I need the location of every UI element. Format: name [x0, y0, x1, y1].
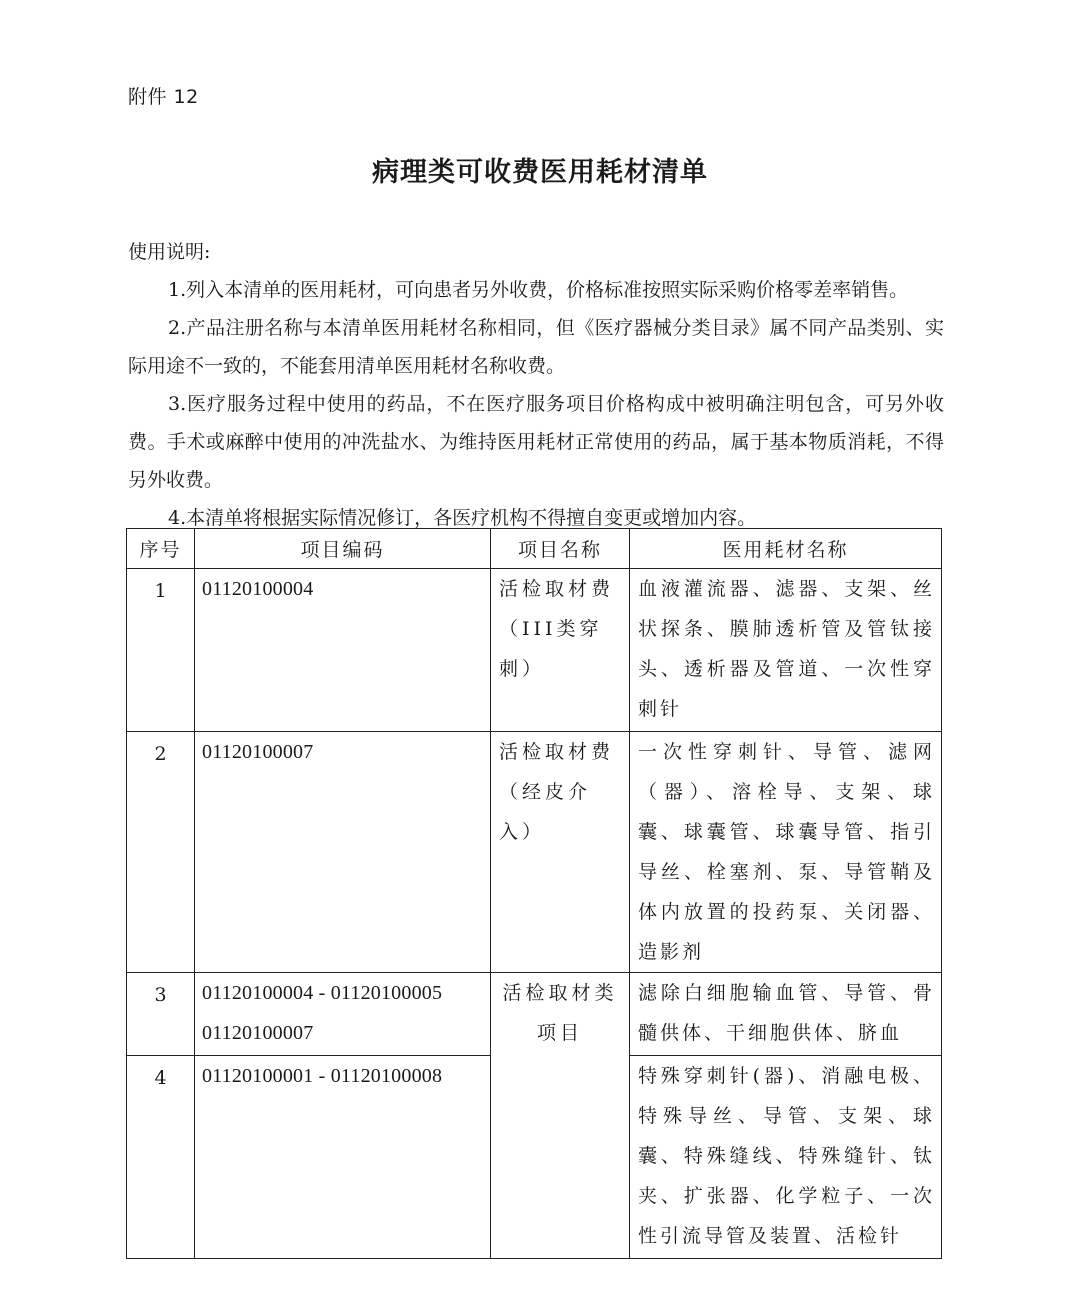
- instruction-item-1: 1.列入本清单的医用耗材，可向患者另外收费，价格标准按照实际采购价格零差率销售。: [168, 279, 909, 301]
- row-item-name: 活检取材费（III类穿刺）: [491, 569, 630, 732]
- row-item-code: [195, 973, 491, 1056]
- row-item-name: 活检取材费（经皮介入）: [491, 732, 630, 973]
- row-consumable-names: 血液灌流器、滤器、支架、丝状探条、膜肺透析管及管钛接头、透析器及管道、一次性穿刺针: [630, 569, 942, 732]
- header-item-code: 项目编码: [195, 529, 491, 569]
- table-header-row: [127, 529, 942, 569]
- header-consumable-name: 医用耗材名称: [630, 529, 942, 569]
- instructions-heading: 使用说明:: [128, 241, 211, 263]
- row-serial-no: 2: [127, 732, 195, 973]
- row-item-code-extra: 01120100007: [202, 1022, 314, 1044]
- row-item-code: 01120100001 - 01120100008: [195, 1056, 491, 1259]
- consumables-table: [126, 528, 942, 1259]
- row-consumable-names: 一次性穿刺针、导管、滤网（器）、溶栓导、支架、球囊、球囊管、球囊导管、指引导丝、栓塞剂、泵、导管鞘及体内放置的投药泵、关闭器、造影剂: [630, 732, 942, 973]
- row-serial-no: 1: [127, 569, 195, 732]
- row-item-name-merged: 活检取材类项目: [491, 973, 630, 1259]
- instruction-item-2: 2.产品注册名称与本清单医用耗材名称相同，但《医疗器械分类目录》属不同产品类别、实际用途不一致的，不能套用清单医用耗材名称收费。: [128, 317, 944, 377]
- row-consumable-names: 特殊穿刺针(器)、消融电极、特殊导丝、导管、支架、球囊、特殊缝线、特殊缝针、钛夹、扩张器、化学粒子、一次性引流导管及装置、活检针: [630, 1056, 942, 1259]
- row-serial-no: 3: [127, 973, 195, 1056]
- table-row: [127, 732, 942, 973]
- row-consumable-names: 滤除白细胞输血管、导管、骨髓供体、干细胞供体、脐血: [630, 973, 942, 1056]
- attachment-label: 附件 12: [128, 86, 199, 108]
- row-item-code-range: 01120100004 - 01120100005: [202, 982, 443, 1004]
- instruction-item-4: 4.本清单将根据实际情况修订，各医疗机构不得擅自变更或增加内容。: [168, 507, 757, 529]
- row-serial-no: 4: [127, 1056, 195, 1259]
- row-item-code: 01120100004: [195, 569, 491, 732]
- document-title: 病理类可收费医用耗材清单: [372, 157, 708, 188]
- row-item-code: 01120100007: [195, 732, 491, 973]
- table-row: [127, 569, 942, 732]
- header-serial-no: 序号: [127, 529, 195, 569]
- header-item-name: 项目名称: [491, 529, 630, 569]
- instruction-item-3: 3.医疗服务过程中使用的药品，不在医疗服务项目价格构成中被明确注明包含，可另外收费。手术或麻醉中使用的冲洗盐水、为维持医用耗材正常使用的药品，属于基本物质消耗，不得另外收费。: [128, 393, 944, 491]
- table-row: [127, 973, 942, 1056]
- usage-instructions: [128, 233, 944, 537]
